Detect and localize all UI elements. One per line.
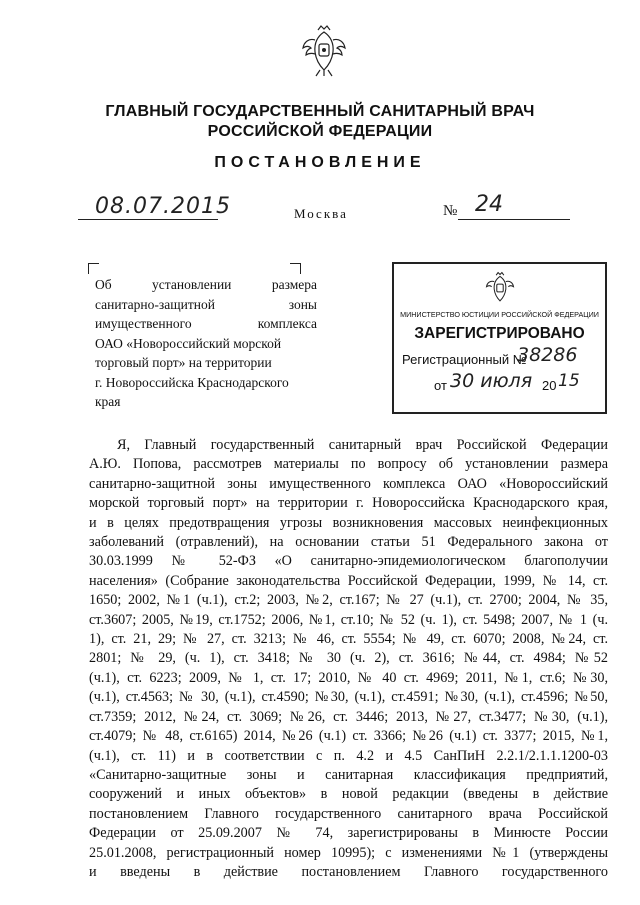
subject-line: края (95, 394, 121, 409)
registration-stamp (392, 262, 607, 414)
body-line: и введены в действие постановлением Главного государственного (89, 863, 608, 880)
body-line: ст.7359; 2012, №24, ст. 3069; №26, ст. 3446; 2013, №27, ст.3477; №30, (ч.1), (89, 708, 608, 725)
stamp-reg-label: Регистрационный № (402, 352, 527, 367)
document-subject (95, 275, 317, 412)
subject-line: торговый порт» на территории (95, 355, 272, 370)
stamp-date-prefix: от (434, 378, 447, 393)
number-label: № (443, 203, 458, 219)
body-line: 2801; № 29, (ч. 1), ст. 3418; № 30 (ч. 2), ст. 3616; №44, ст. 4984; №52 (89, 650, 608, 667)
body-line: ст.4079; № 48, ст.6165) 2014, №26 (ч.1) ст. 3366; №26 (ч.1) ст. 3377; 2015, №1, (89, 728, 608, 745)
body-line: и в целях предотвращения угрозы возникновения массовых неинфекционных (89, 514, 608, 531)
body-line: А.Ю. Попова, рассмотрев материалы по вопросу об установлении размера (89, 456, 608, 473)
subject-line: Об установлении размера (95, 277, 317, 292)
document-date: 08.07.2015 (95, 194, 231, 219)
body-line: Федерации от 25.09.2007 № 74, зарегистрированы в Минюсте России (89, 825, 608, 842)
subject-line: ОАО «Новороссийский морской (95, 335, 282, 351)
issuer-title-line-2: РОССИЙСКОЙ ФЕДЕРАЦИИ (207, 123, 433, 140)
coat-of-arms-icon (484, 270, 516, 306)
body-line: 25.01.2008, регистрационный номер 10995); с изменениями №1 (утверждены (89, 844, 608, 861)
stamp-date: 30 июля (450, 370, 533, 392)
issuer-title-line-1: ГЛАВНЫЙ ГОСУДАРСТВЕННЫЙ САНИТАРНЫЙ ВРАЧ (105, 103, 535, 120)
body-line: 1650; 2002, №1 (ч.1), ст.2; 2003, №2, ст.167; № 27 (ч.1), ст. 2700; 2004, № 35, (89, 592, 608, 609)
body-line: ст.3607; 2005, №19, ст.1752; 2006, №1, ст.10; № 52 (ч. 1), ст. 5498; 2007, № 1 (ч. (89, 611, 608, 628)
date-underline (78, 219, 218, 220)
body-line: населения» (Собрание законодательства Российской Федерации, 1999, № 14, ст. (89, 572, 608, 589)
stamp-registered: ЗАРЕГИСТРИРОВАНО (414, 325, 585, 342)
body-line: (ч.1), ст. 6223; 2009, № 1, ст. 17; 2010, № 40 ст. 4969; 2011, №1, ст.6; №30, (89, 669, 608, 686)
body-line: заболеваний (отравлений), на основании статьи 51 Федерального закона от (89, 534, 608, 551)
body-line: 30.03.1999 № 52-ФЗ «О санитарно-эпидемиологическом благополучии (89, 553, 608, 570)
body-line: сооружений и иных объектов» в новой редакции (введены в действие (89, 786, 608, 803)
document-body (89, 436, 608, 882)
stamp-reg-number: 38286 (517, 344, 578, 366)
city: Москва (294, 206, 348, 221)
subject-line: санитарно-защитной зоны (95, 296, 317, 312)
body-line: (ч.1), ст.4563; № 30, (ч.1), ст.4590; №30, (ч.1), ст.4591; №30, (ч.1), ст.4596; №50, (89, 689, 608, 706)
body-line: (ч.1), ст. 11) и в соответствии с п. 4.2 и 4.5 СанПиН 2.2.1/2.1.1.1200-03 (89, 747, 608, 764)
body-line: Я, Главный государственный санитарный врач Российской Федерации (117, 437, 608, 453)
stamp-year-prefix: 20 (542, 378, 557, 393)
body-line: постановлением Главного государственного санитарного врача Российской (89, 805, 608, 822)
body-line: 1), ст. 21, 29; № 27, ст. 3213; № 46, ст. 5554; № 49, ст. 6070; 2008, №24, ст. (89, 631, 608, 648)
document-type: ПОСТАНОВЛЕНИЕ (214, 154, 426, 171)
subject-line: имущественного комплекса (95, 316, 317, 331)
subject-bracket-right (290, 263, 301, 274)
body-line: морской торговый порт» на территории г. Новороссийска Краснодарского края, (89, 495, 608, 512)
number-underline (458, 219, 570, 220)
subject-bracket-left (88, 263, 99, 274)
coat-of-arms-icon (300, 22, 348, 78)
body-line: «Санитарно-защитные зоны и санитарная классификация предприятий, (89, 766, 608, 783)
subject-line: г. Новороссийска Краснодарского (95, 374, 289, 390)
stamp-ministry: МИНИСТЕРСТВО ЮСТИЦИИ РОССИЙСКОЙ ФЕДЕРАЦИИ (400, 310, 599, 319)
stamp-year: 15 (558, 371, 580, 391)
body-line: санитарно-защитной зоны имущественного комплекса ОАО «Новороссийский (89, 475, 608, 492)
document-number: 24 (475, 192, 503, 217)
